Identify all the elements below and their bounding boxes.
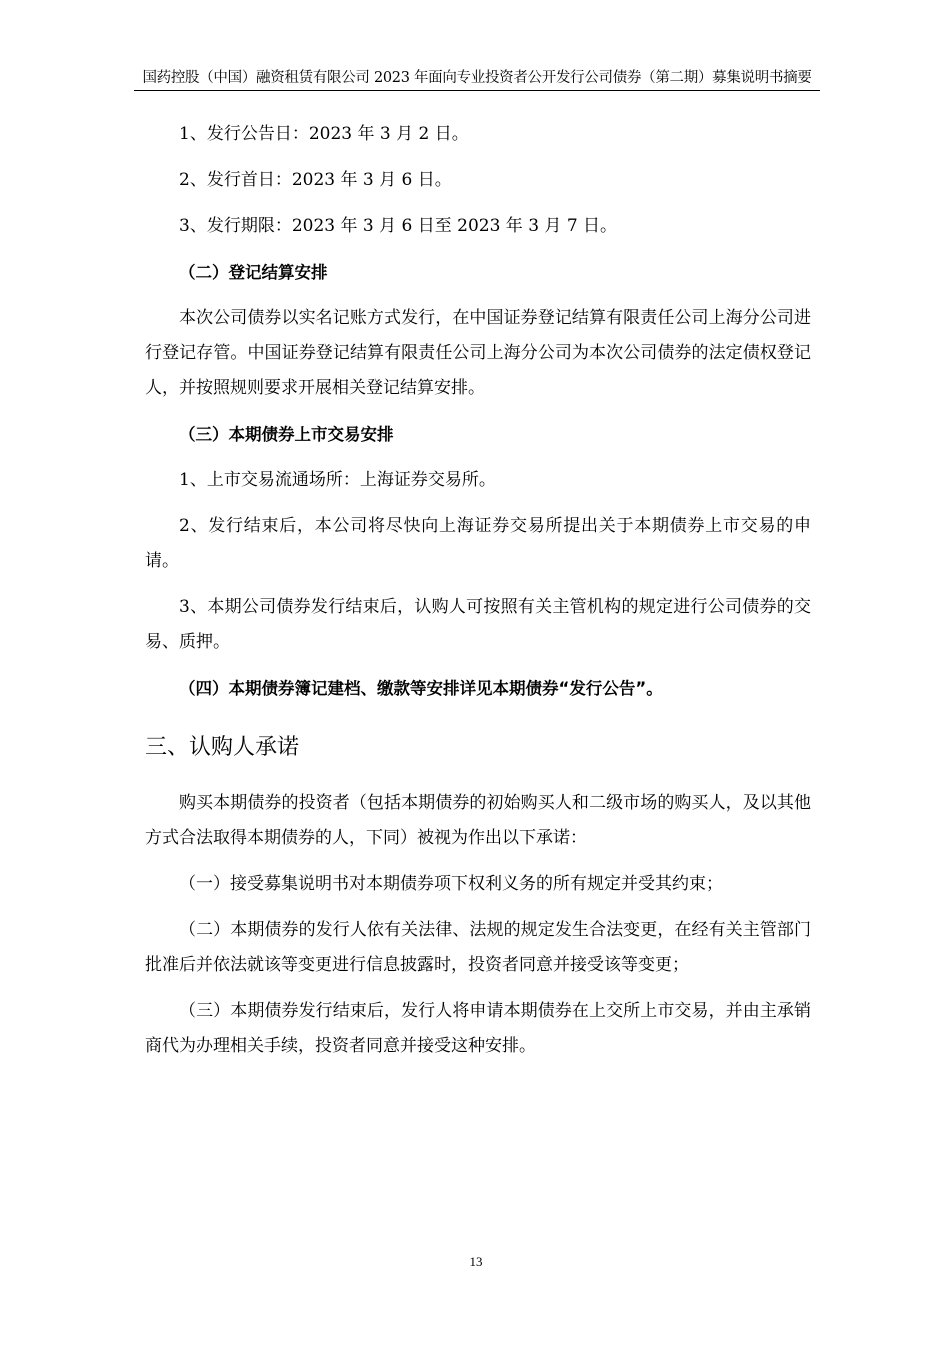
listing-application: 2、发行结束后，本公司将尽快向上海证券交易所提出关于本期债券上市交易的申请。: [145, 516, 811, 571]
issue-announcement-date: 1、发行公告日：2023 年 3 月 2 日。: [179, 124, 469, 144]
listing-trading: 3、本期公司债券发行结束后，认购人可按照有关主管机构的规定进行公司债券的交易、质押。: [145, 597, 811, 652]
page-number: 13: [469, 1254, 483, 1269]
section-listing-title: （三）本期债券上市交易安排: [179, 425, 394, 444]
section-registration-title: （二）登记结算安排: [179, 263, 328, 282]
page-body: [145, 117, 811, 1064]
commitments-intro: 购买本期债券的投资者（包括本期债券的初始购买人和二级市场的购买人，及以其他方式合法取得本期债券的人，下同）被视为作出以下承诺：: [145, 793, 811, 848]
section-bookbuilding-title: （四）本期债券簿记建档、缴款等安排详见本期债券“发行公告”。: [179, 679, 663, 698]
issue-period: 3、发行期限：2023 年 3 月 6 日至 2023 年 3 月 7 日。: [179, 216, 618, 236]
header-divider: [134, 90, 820, 91]
running-header: 国药控股（中国）融资租赁有限公司 2023 年面向专业投资者公开发行公司债券（第二期）募集说明书摘要: [142, 70, 812, 86]
chapter-heading-subscriber-commitments: 三、认购人承诺: [145, 735, 300, 760]
commitment-item-3: （三）本期债券发行结束后，发行人将申请本期债券在上交所上市交易，并由主承销商代为办理相关手续，投资者同意并接受这种安排。: [145, 1001, 811, 1056]
commitment-item-2: （二）本期债券的发行人依有关法律、法规的规定发生合法变更，在经有关主管部门批准后并依法就该等变更进行信息披露时，投资者同意并接受该等变更；: [145, 920, 811, 975]
commitment-item-1: （一）接受募集说明书对本期债券项下权利义务的所有规定并受其约束；: [179, 874, 723, 894]
listing-venue: 1、上市交易流通场所：上海证券交易所。: [179, 470, 496, 490]
section-registration-body: 本次公司债券以实名记账方式发行，在中国证券登记结算有限责任公司上海分公司进行登记存管。中国证券登记结算有限责任公司上海分公司为本次公司债券的法定债权登记人，并按照规则要求开展相关登记结算安排。: [145, 308, 811, 398]
issue-first-date: 2、发行首日：2023 年 3 月 6 日。: [179, 170, 452, 190]
